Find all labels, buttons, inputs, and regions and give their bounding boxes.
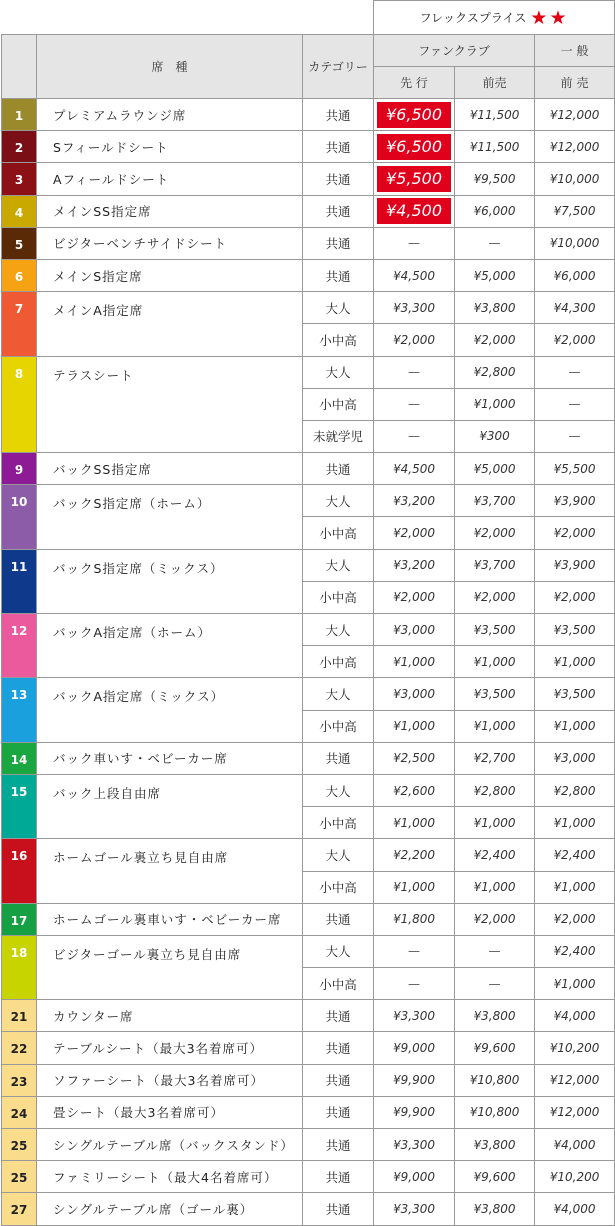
category: 共通: [303, 1161, 374, 1193]
seat-name: シングルテーブル席（バックスタンド）: [37, 1129, 303, 1161]
category: 共通: [303, 1000, 374, 1032]
general-presale-price: ¥4,000: [535, 1129, 615, 1161]
fanclub-presale-price: ¥1,000: [455, 388, 535, 420]
seat-name: テーブルシート（最大3名着席可）: [37, 1032, 303, 1064]
category-header: カテゴリー: [303, 35, 374, 99]
category: 未就学児: [303, 420, 374, 452]
seat-number: 8: [2, 356, 37, 453]
category: 小中高: [303, 517, 374, 549]
seat-name: バックS指定席（ミックス）: [37, 549, 303, 613]
category: 小中高: [303, 871, 374, 903]
general-presale-price: —: [535, 388, 615, 420]
category: 小中高: [303, 968, 374, 1000]
seat-name: ホームゴール裏車いす・ベビーカー席: [37, 903, 303, 935]
fanclub-presale-price: ¥5,000: [455, 453, 535, 485]
general-presale-price: —: [535, 356, 615, 388]
seat-number: 16: [2, 839, 37, 903]
fanclub-advance-price: ¥9,900: [374, 1096, 455, 1128]
general-presale-price: ¥1,000: [535, 646, 615, 678]
category: 共通: [303, 1193, 374, 1225]
fanclub-advance-price-cell: [374, 195, 455, 227]
fanclub-presale-price: ¥2,000: [455, 581, 535, 613]
category: 大人: [303, 678, 374, 710]
flex-price-badge: ¥6,500: [377, 102, 451, 128]
general-presale-price: ¥2,000: [535, 903, 615, 935]
general-presale-price: ¥10,200: [535, 1161, 615, 1193]
fanclub-advance-price: ¥1,000: [374, 807, 455, 839]
category: 共通: [303, 1129, 374, 1161]
seat-number: 11: [2, 549, 37, 613]
category: 小中高: [303, 581, 374, 613]
general-header: 一 般: [535, 35, 615, 67]
table-row: [2, 1161, 615, 1193]
table-row: [2, 485, 615, 517]
category: 共通: [303, 259, 374, 291]
seat-number: 10: [2, 485, 37, 549]
fanclub-header: ファンクラブ: [374, 35, 535, 67]
table-row: [2, 1000, 615, 1032]
fanclub-presale-price: ¥300: [455, 420, 535, 452]
fanclub-presale-header: 前売: [455, 67, 535, 99]
fanclub-advance-price-cell: [374, 163, 455, 195]
seat-name: メインA指定席: [37, 292, 303, 356]
fanclub-presale-price: ¥2,800: [455, 356, 535, 388]
fanclub-advance-price: —: [374, 420, 455, 452]
fanclub-presale-price: ¥5,000: [455, 259, 535, 291]
category: 大人: [303, 356, 374, 388]
fanclub-presale-price: ¥10,800: [455, 1064, 535, 1096]
general-presale-price: ¥1,000: [535, 968, 615, 1000]
fanclub-advance-price: ¥3,000: [374, 678, 455, 710]
fanclub-advance-price: ¥2,000: [374, 581, 455, 613]
seat-number: 6: [2, 259, 37, 291]
seat-number: 13: [2, 678, 37, 742]
seat-number: 7: [2, 292, 37, 356]
category: 小中高: [303, 646, 374, 678]
fanclub-presale-price: ¥9,600: [455, 1032, 535, 1064]
seat-number: 17: [2, 903, 37, 935]
seat-name: 畳シート（最大3名着席可）: [37, 1096, 303, 1128]
seat-number: 23: [2, 1064, 37, 1096]
fanclub-presale-price: ¥2,000: [455, 324, 535, 356]
general-presale-price: ¥4,000: [535, 1000, 615, 1032]
seat-name: メインS指定席: [37, 259, 303, 291]
seat-number: 14: [2, 742, 37, 774]
seat-number: 5: [2, 227, 37, 259]
seat-number: 18: [2, 935, 37, 999]
general-presale-price: ¥3,500: [535, 678, 615, 710]
table-header: [2, 1, 615, 99]
general-presale-price: ¥3,500: [535, 614, 615, 646]
fanclub-presale-price: ¥1,000: [455, 807, 535, 839]
fanclub-advance-price: ¥1,000: [374, 871, 455, 903]
seat-name: Aフィールドシート: [37, 163, 303, 195]
fanclub-advance-price: ¥3,200: [374, 549, 455, 581]
seat-number: 24: [2, 1096, 37, 1128]
seat-number: 3: [2, 163, 37, 195]
seat-number: 25: [2, 1161, 37, 1193]
fanclub-advance-price: ¥1,800: [374, 903, 455, 935]
table-row: [2, 356, 615, 388]
fanclub-presale-price: ¥1,000: [455, 871, 535, 903]
table-body: [2, 99, 615, 1226]
fanclub-presale-price: ¥1,000: [455, 710, 535, 742]
category: 大人: [303, 839, 374, 871]
fanclub-advance-price: ¥3,200: [374, 485, 455, 517]
seat-name: バックA指定席（ホーム）: [37, 614, 303, 678]
flex-price-badge: ¥4,500: [377, 198, 451, 224]
category: 大人: [303, 485, 374, 517]
seat-number: 4: [2, 195, 37, 227]
header-spacer: [2, 1, 374, 35]
fanclub-presale-price: —: [455, 227, 535, 259]
seat-number: 15: [2, 774, 37, 838]
fanclub-presale-price: ¥2,400: [455, 839, 535, 871]
seat-name: ホームゴール裏立ち見自由席: [37, 839, 303, 903]
category: 大人: [303, 292, 374, 324]
category: 大人: [303, 935, 374, 967]
general-presale-price: ¥12,000: [535, 1064, 615, 1096]
general-presale-price: ¥7,500: [535, 195, 615, 227]
fanclub-advance-price: ¥2,600: [374, 774, 455, 806]
seat-name: バック車いす・ベビーカー席: [37, 742, 303, 774]
flex-price-header: [374, 1, 615, 35]
seat-name: テラスシート: [37, 356, 303, 453]
seat-number: 2: [2, 131, 37, 163]
fanclub-presale-price: ¥10,800: [455, 1096, 535, 1128]
category: 大人: [303, 549, 374, 581]
category: 共通: [303, 1064, 374, 1096]
general-presale-price: ¥4,300: [535, 292, 615, 324]
fanclub-advance-price: ¥2,000: [374, 324, 455, 356]
seat-name: Sフィールドシート: [37, 131, 303, 163]
fanclub-advance-price: ¥3,300: [374, 292, 455, 324]
general-presale-price: ¥3,000: [535, 742, 615, 774]
table-row: [2, 131, 615, 163]
general-presale-price: ¥2,400: [535, 935, 615, 967]
seat-number: 21: [2, 1000, 37, 1032]
category: 大人: [303, 614, 374, 646]
fanclub-presale-price: ¥3,700: [455, 549, 535, 581]
fanclub-presale-price: ¥3,800: [455, 1129, 535, 1161]
fanclub-presale-price: ¥2,700: [455, 742, 535, 774]
seat-name: ビジターゴール裏立ち見自由席: [37, 935, 303, 999]
fanclub-advance-price: ¥4,500: [374, 453, 455, 485]
category: 共通: [303, 1032, 374, 1064]
category: 共通: [303, 195, 374, 227]
table-row: [2, 163, 615, 195]
general-presale-price: ¥2,400: [535, 839, 615, 871]
fanclub-advance-price: ¥1,000: [374, 646, 455, 678]
seat-name: バックA指定席（ミックス）: [37, 678, 303, 742]
seat-number: 22: [2, 1032, 37, 1064]
table-row: [2, 292, 615, 324]
seat-number: 25: [2, 1129, 37, 1161]
general-presale-price: ¥1,000: [535, 807, 615, 839]
category: 共通: [303, 453, 374, 485]
general-presale-price: ¥2,000: [535, 324, 615, 356]
general-presale-price: ¥1,000: [535, 871, 615, 903]
general-presale-price: ¥12,000: [535, 1096, 615, 1128]
table-row: [2, 1096, 615, 1128]
flex-price-badge: ¥6,500: [377, 134, 451, 160]
fanclub-advance-price-cell: [374, 131, 455, 163]
general-presale-price: ¥3,900: [535, 485, 615, 517]
table-row: [2, 259, 615, 291]
seat-name: ソファーシート（最大3名着席可）: [37, 1064, 303, 1096]
general-presale-price: ¥2,000: [535, 581, 615, 613]
general-presale-price: ¥1,000: [535, 710, 615, 742]
table-row: [2, 99, 615, 131]
general-presale-price: ¥2,800: [535, 774, 615, 806]
category: 共通: [303, 903, 374, 935]
category: 小中高: [303, 710, 374, 742]
table-row: [2, 227, 615, 259]
table-row: [2, 678, 615, 710]
table-row: [2, 774, 615, 806]
fanclub-presale-price: ¥3,800: [455, 1193, 535, 1225]
fanclub-presale-price: —: [455, 935, 535, 967]
fanclub-advance-price-cell: [374, 99, 455, 131]
category: 共通: [303, 227, 374, 259]
fanclub-advance-price: ¥2,200: [374, 839, 455, 871]
category: 共通: [303, 131, 374, 163]
fanclub-advance-price: —: [374, 388, 455, 420]
fanclub-advance-price: —: [374, 356, 455, 388]
general-presale-header: 前 売: [535, 67, 615, 99]
flex-price-label: フレックスプライス: [419, 10, 527, 25]
table-row: [2, 839, 615, 871]
seat-name: カウンター席: [37, 1000, 303, 1032]
general-presale-price: —: [535, 420, 615, 452]
seat-name: バック上段自由席: [37, 774, 303, 838]
fanclub-presale-price: ¥3,700: [455, 485, 535, 517]
fanclub-advance-price: ¥2,000: [374, 517, 455, 549]
table-row: [2, 903, 615, 935]
category: 共通: [303, 742, 374, 774]
general-presale-price: ¥10,200: [535, 1032, 615, 1064]
fanclub-presale-price: ¥3,500: [455, 614, 535, 646]
category: 小中高: [303, 807, 374, 839]
table-row: [2, 549, 615, 581]
fanclub-presale-price: ¥9,500: [455, 163, 535, 195]
table-row: [2, 935, 615, 967]
fanclub-advance-header: 先 行: [374, 67, 455, 99]
fanclub-presale-price: —: [455, 968, 535, 1000]
seat-name: メインSS指定席: [37, 195, 303, 227]
seat-name: ファミリーシート（最大4名着席可）: [37, 1161, 303, 1193]
seat-type-header: 席 種: [37, 35, 303, 99]
seat-number: 9: [2, 453, 37, 485]
fanclub-presale-price: ¥9,600: [455, 1161, 535, 1193]
fanclub-advance-price: ¥2,500: [374, 742, 455, 774]
fanclub-advance-price: ¥1,000: [374, 710, 455, 742]
category: 共通: [303, 1096, 374, 1128]
general-presale-price: ¥10,000: [535, 163, 615, 195]
general-presale-price: ¥6,000: [535, 259, 615, 291]
number-header: [2, 35, 37, 99]
category: 共通: [303, 163, 374, 195]
fanclub-advance-price: ¥9,000: [374, 1161, 455, 1193]
category: 小中高: [303, 324, 374, 356]
fanclub-advance-price: ¥3,300: [374, 1129, 455, 1161]
table-row: [2, 614, 615, 646]
table-row: [2, 1032, 615, 1064]
category: 小中高: [303, 388, 374, 420]
table-row: [2, 1193, 615, 1225]
general-presale-price: ¥10,000: [535, 227, 615, 259]
price-table: [1, 0, 615, 1226]
fanclub-presale-price: ¥3,500: [455, 678, 535, 710]
fanclub-advance-price: ¥3,300: [374, 1000, 455, 1032]
general-presale-price: ¥2,000: [535, 517, 615, 549]
fanclub-presale-price: ¥3,800: [455, 1000, 535, 1032]
category: 大人: [303, 774, 374, 806]
fanclub-presale-price: ¥2,000: [455, 517, 535, 549]
fanclub-presale-price: ¥2,800: [455, 774, 535, 806]
seat-number: 1: [2, 99, 37, 131]
fanclub-presale-price: ¥2,000: [455, 903, 535, 935]
fanclub-advance-price: ¥4,500: [374, 259, 455, 291]
seat-name: ビジターベンチサイドシート: [37, 227, 303, 259]
seat-number: 12: [2, 614, 37, 678]
seat-name: シングルテーブル席（ゴール裏）: [37, 1193, 303, 1225]
seat-number: 27: [2, 1193, 37, 1225]
star-icon: ★★: [530, 6, 569, 29]
flex-price-badge: ¥5,500: [377, 166, 451, 192]
fanclub-presale-price: ¥6,000: [455, 195, 535, 227]
table-row: [2, 453, 615, 485]
table-row: [2, 195, 615, 227]
fanclub-presale-price: ¥1,000: [455, 646, 535, 678]
table-row: [2, 1064, 615, 1096]
fanclub-presale-price: ¥11,500: [455, 131, 535, 163]
table-row: [2, 1129, 615, 1161]
seat-name: プレミアムラウンジ席: [37, 99, 303, 131]
fanclub-advance-price: ¥3,000: [374, 614, 455, 646]
category: 共通: [303, 99, 374, 131]
fanclub-presale-price: ¥3,800: [455, 292, 535, 324]
general-presale-price: ¥3,900: [535, 549, 615, 581]
fanclub-advance-price: ¥9,900: [374, 1064, 455, 1096]
table-row: [2, 742, 615, 774]
fanclub-presale-price: ¥11,500: [455, 99, 535, 131]
general-presale-price: ¥12,000: [535, 99, 615, 131]
fanclub-advance-price: ¥9,000: [374, 1032, 455, 1064]
fanclub-advance-price: ¥3,300: [374, 1193, 455, 1225]
fanclub-advance-price: —: [374, 227, 455, 259]
seat-name: バックSS指定席: [37, 453, 303, 485]
fanclub-advance-price: —: [374, 935, 455, 967]
general-presale-price: ¥5,500: [535, 453, 615, 485]
general-presale-price: ¥12,000: [535, 131, 615, 163]
seat-name: バックS指定席（ホーム）: [37, 485, 303, 549]
fanclub-advance-price: —: [374, 968, 455, 1000]
general-presale-price: ¥4,000: [535, 1193, 615, 1225]
